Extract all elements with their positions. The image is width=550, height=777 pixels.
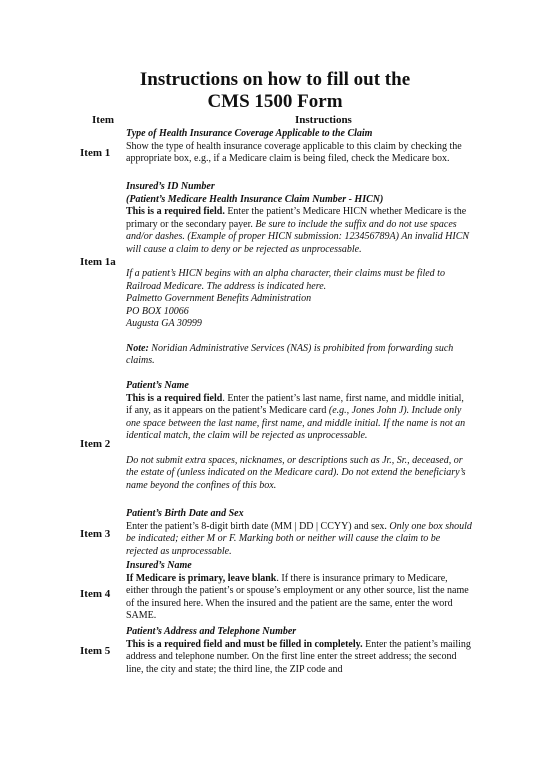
item-italic-text: Be sure to include the suffix and do not use spaces and/or dashes. (Example of proper HICN submission: 123456789A) An invalid HICN will cause a claim to deny or be rejected as unprocessable.	[126, 218, 470, 255]
required-note: If Medicare is primary, leave blank	[126, 572, 277, 584]
item-heading: Insured’s ID Number	[126, 181, 215, 192]
item-heading: Patient’s Address and Telephone Number	[126, 626, 297, 637]
item-1-instructions	[126, 128, 472, 166]
item-1a-instructions	[126, 181, 472, 368]
item-heading: Type of Health Insurance Coverage Applicable to the Claim	[126, 128, 373, 139]
page-title-line-1: Instructions on how to fill out the	[139, 69, 411, 90]
column-header-instructions: Instructions	[295, 114, 352, 126]
item-text: Show the type of health insurance coverage applicable to this claim by checking the appropriate box, e.g., if a Medicare claim is being filed, check the Medicare box.	[126, 140, 462, 164]
item-5-instructions	[126, 626, 472, 676]
required-note: This is a required field	[126, 392, 223, 404]
item-label: Item 3	[80, 528, 111, 540]
address-line-1: Palmetto Government Benefits Administration	[126, 293, 312, 304]
item-subheading: (Patient’s Medicare Health Insurance Claim Number - HICN)	[126, 193, 384, 205]
address-line-2: PO BOX 10066	[126, 305, 189, 317]
item-label: Item 1	[80, 147, 111, 159]
address-line-3: Augusta GA 30999	[126, 318, 202, 329]
note-label: Note:	[126, 342, 149, 354]
item-text: . If there is insurance primary to Medicare, either through the patient’s or spouse’s employment or any other source, list the name of the insured here. When the insured and the patient are the same, enter the word SAME.	[126, 572, 469, 621]
item-text: . Enter the patient’s last name, first name, and middle initial, if any, as it appears on the patient’s Medicare card	[126, 392, 464, 416]
item-text: Enter the patient’s 8-digit birth date (MM | DD | CCYY) and sex.	[126, 520, 387, 532]
item-4-instructions	[126, 560, 472, 623]
item-text: Enter the patient’s mailing address and telephone number. On the first line enter the street address; the second line, the city and state; the third line, the ZIP code and	[126, 638, 471, 675]
item-label: Item 5	[80, 645, 111, 657]
item-text: Enter the patient’s Medicare HICN whether Medicare is the primary or the secondary payer.	[126, 206, 467, 230]
item-3-instructions	[126, 508, 472, 558]
item-heading: Patient’s Name	[126, 380, 189, 391]
item-italic-text: Include only one space between the last name, first name, and middle initial. If the name is not an identical match, the claim will be rejected as unprocessable.	[126, 405, 466, 441]
required-note: This is a required field.	[126, 206, 225, 217]
item-label: Item 1a	[80, 256, 116, 268]
note-text: Noridian Administrative Services (NAS) is prohibited from forwarding such claims.	[126, 342, 454, 366]
item-heading: Insured’s Name	[126, 560, 192, 571]
column-header-item: Item	[92, 114, 114, 126]
page-title-line-2: CMS 1500 Form	[207, 91, 343, 112]
item-2-instructions	[126, 380, 472, 492]
item-italic-text: Only one box should be indicated; either M or F. Marking both or neither will cause the claim to be rejected as unprocessable.	[126, 520, 472, 557]
item-heading: Patient’s Birth Date and Sex	[126, 508, 244, 519]
item-italic-text-2: Do not submit extra spaces, nicknames, or descriptions such as Jr., Sr., deceased, or the estate of (unless indicated on the Medicare card). Do not extend the beneficiary’s name beyond the confines of this box.	[126, 454, 466, 491]
railroad-text: If a patient’s HICN begins with an alpha character, their claims must be filed to Railroad Medicare. The address is indicated here.	[126, 268, 445, 292]
required-note: This is a required field and must be filled in completely.	[126, 638, 363, 650]
item-example: (e.g., Jones John J).	[326, 405, 410, 416]
item-label: Item 2	[80, 438, 111, 450]
item-label: Item 4	[80, 588, 111, 600]
